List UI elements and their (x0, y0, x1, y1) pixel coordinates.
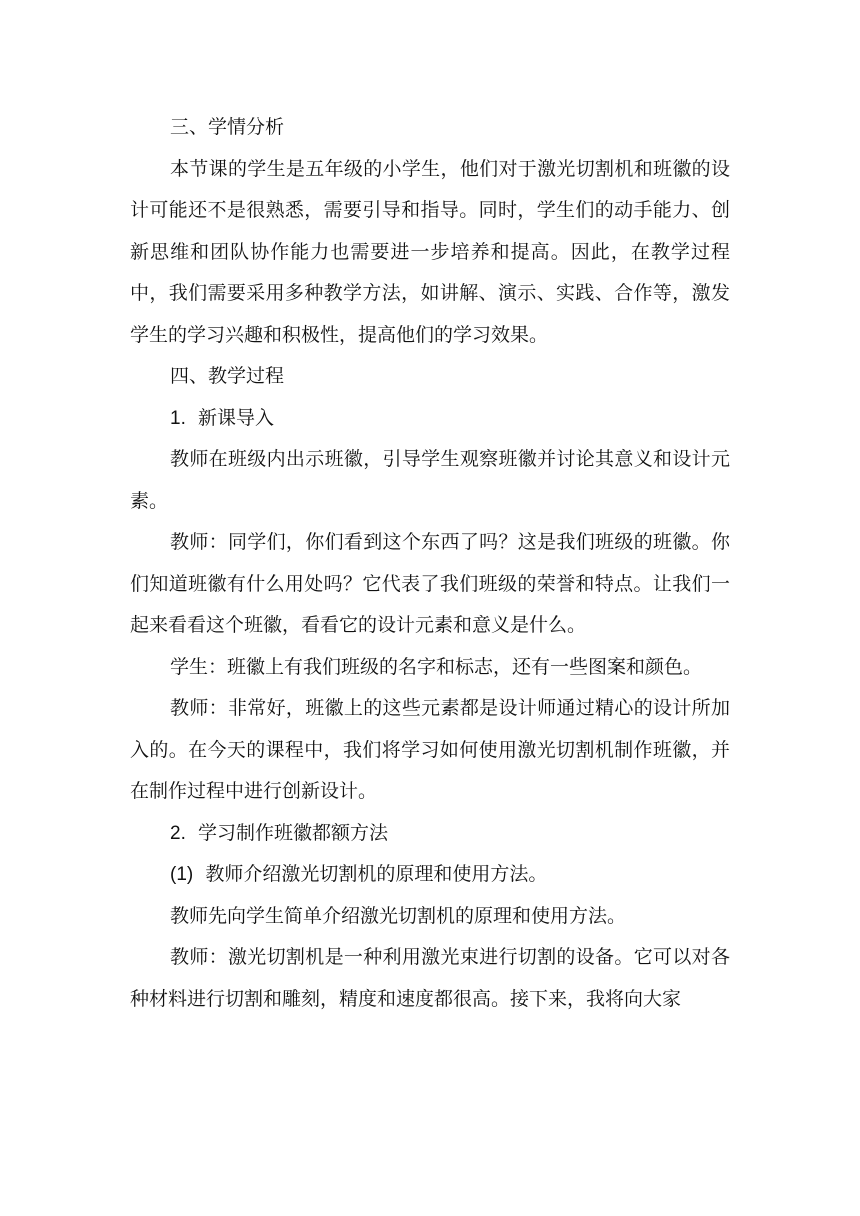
paragraph-learning-analysis: 本节课的学生是五年级的小学生，他们对于激光切割机和班徽的设计可能还不是很熟悉，需要引导和指导。同时，学生们的动手能力、创新思维和团队协作能力也需要进一步培养和提高。因此，在教学过程中，我们需要采用多种教学方法，如讲解、演示、实践、合作等，激发学生的学习兴趣和积极性，提高他们的学习效果。 (130, 157, 730, 346)
dialog-student-1: 学生：班徽上有我们班级的名字和标志，还有一些图案和颜色。 (170, 655, 703, 678)
section-heading-learning-analysis: 三、学情分析 (170, 116, 285, 138)
dialog-teacher-3: 教师：激光切割机是一种利用激光束进行切割的设备。它可以对各种材料进行切割和雕刻，精度和速度都很高。接下来，我将向大家 (130, 946, 730, 1010)
document-body (130, 107, 730, 1020)
paragraph-laser-intro: 教师先向学生简单介绍激光切割机的原理和使用方法。 (170, 904, 627, 927)
step-title: 新课导入 (197, 406, 274, 429)
sub-title: 教师介绍激光切割机的原理和使用方法。 (205, 863, 548, 885)
dialog-teacher-2: 教师：非常好，班徽上的这些元素都是设计师通过精心的设计所加入的。在今天的课程中，我们将学习如何使用激光切割机制作班徽，并在制作过程中进行创新设计。 (130, 697, 730, 802)
paragraph-introduction: 教师在班级内出示班徽，引导学生观察班徽并讨论其意义和设计元素。 (130, 448, 730, 512)
step-number: 2. (170, 822, 186, 844)
sub-number: (1) (170, 864, 194, 885)
dialog-teacher-1: 教师：同学们，你们看到这个东西了吗？这是我们班级的班徽。你们知道班徽有什么用处吗？它代表了我们班级的荣誉和特点。让我们一起来看看这个班徽，看看它的设计元素和意义是什么。 (130, 531, 730, 636)
step-title: 学习制作班徽都额方法 (197, 821, 388, 844)
section-heading-teaching-process: 四、教学过程 (170, 365, 285, 387)
step-number: 1. (170, 407, 186, 429)
step-heading-introduction (130, 398, 730, 440)
step-heading-making-method (130, 813, 730, 855)
sub-heading-laser-intro (130, 854, 730, 896)
